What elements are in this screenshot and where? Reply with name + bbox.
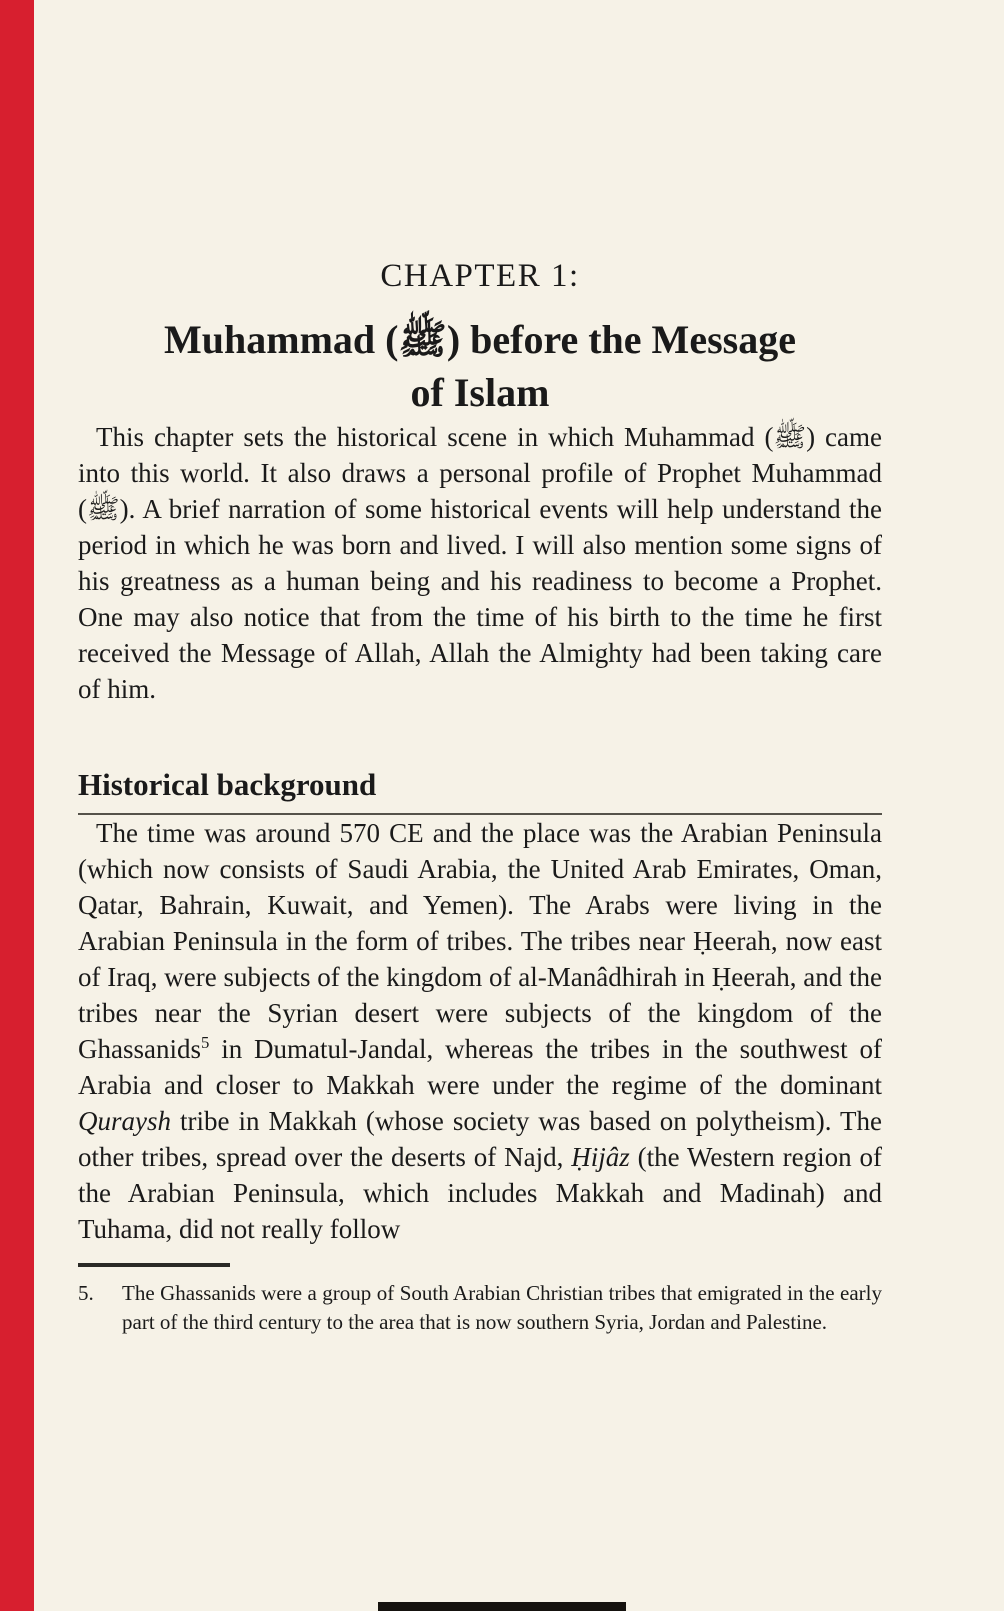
body-paragraph: The time was around 570 CE and the place was the Arabian Peninsula (which now consists of Saudi Arabia, the United Arab Emirates, Oman, Qatar, Bahrain, Kuwait, and Yemen). The Arabs were living in the Arabian Peninsula in the form of tribes. The tribes near Ḥeerah, now east of Iraq, were subjects of the kingdom of al-Manâdhirah in Ḥeerah, and the tribes near the Syrian desert were subjects of the kingdom of the Ghassanids$^5$ in Dumatul-Jandal, whereas the tribes in the southwest of Arabia and closer to Makkah were under the regime of the dominant Quraysh tribe in Makkah (whose society was based on polytheism). The other tribes, spread over the deserts of Najd, Ḥijâz (the Western region of the Arabian Peninsula, which includes Makkah and Madinah) and Tuhama, did not really follow	[78, 818, 883, 1244]
chapter-title-line2: of Islam	[410, 370, 550, 415]
chapter-title	[78, 313, 882, 419]
chapter-title-line1: Muhammad (ﷺ) before the Message	[164, 317, 796, 362]
footnote-block	[78, 1263, 882, 1337]
footnote-number: 5.	[78, 1281, 94, 1305]
footnote	[78, 1279, 882, 1337]
footnote-rule	[78, 1263, 230, 1267]
chapter-label: CHAPTER 1:	[380, 258, 580, 294]
scan-artifact-bar	[378, 1602, 626, 1611]
intro-paragraph: This chapter sets the historical scene in which Muhammad (ﷺ) came into this world. It also draws a personal profile of Prophet Muhammad (ﷺ). A brief narration of some historical events will help understand the period in which he was born and lived. I will also mention some signs of his greatness as a human being and his readiness to become a Prophet. One may also notice that from the time of his birth to the time he first received the Message of Allah, Allah the Almighty had been taking care of him.	[78, 422, 882, 704]
section-heading: Historical background	[78, 767, 882, 815]
page-content	[78, 0, 882, 1337]
book-spine-red-strip	[0, 0, 34, 1611]
footnote-text: The Ghassanids were a group of South Arabian Christian tribes that emigrated in the early part of the third century to the area that is now southern Syria, Jordan and Palestine.	[122, 1281, 882, 1334]
